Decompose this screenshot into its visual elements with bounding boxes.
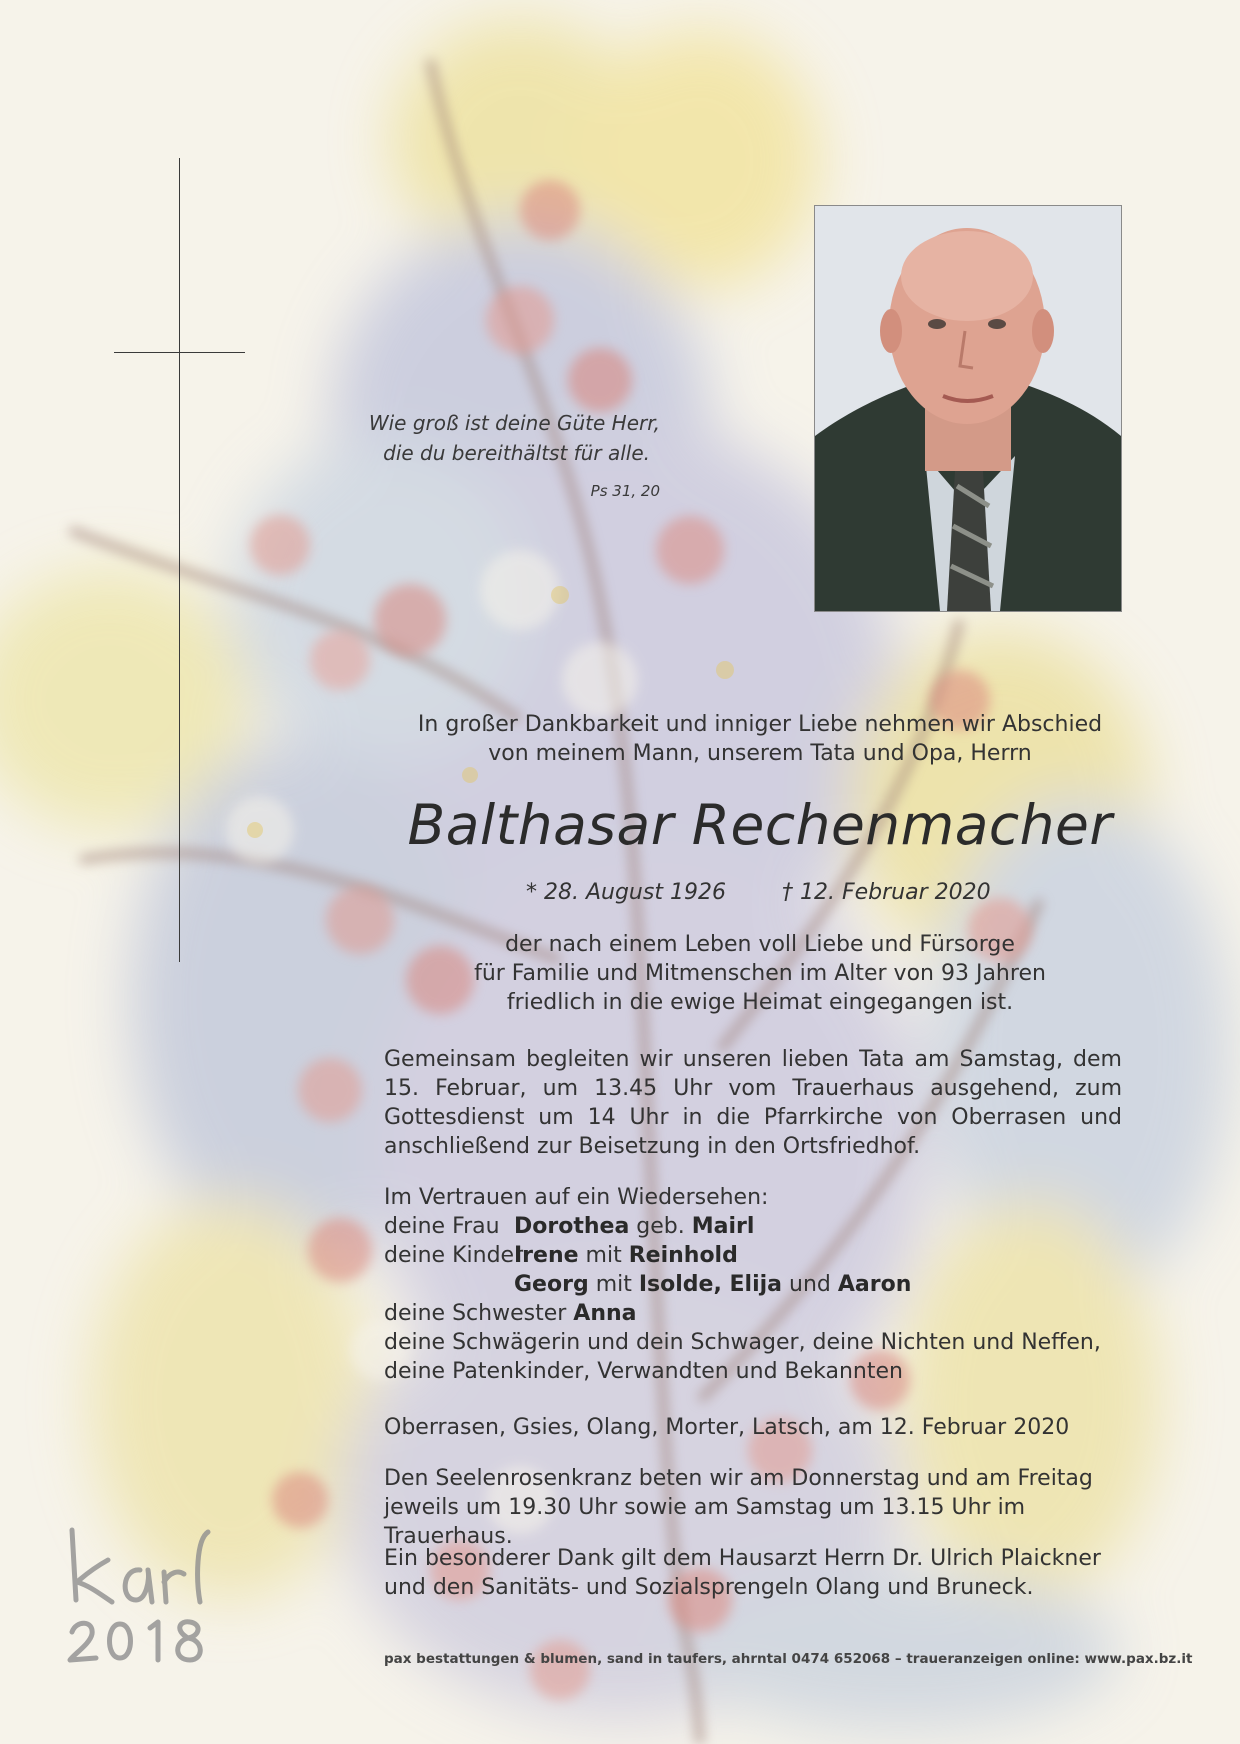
- child-2-and: und: [789, 1272, 831, 1297]
- place-and-date: Oberrasen, Gsies, Olang, Morter, Latsch, am 12. Februar 2020: [384, 1415, 1070, 1440]
- thanks-text: Ein besonderer Dank gilt dem Hausarzt Herrn Dr. Ulrich Plaickner und den Sanitäts- und Sozialsprengeln Olang und Bruneck.: [384, 1546, 1101, 1600]
- life-line-2: für Familie und Mitmenschen im Alter von 93 Jahren: [474, 961, 1046, 986]
- mourners-list: [384, 1183, 1144, 1386]
- mourner-children-1: [384, 1241, 1144, 1270]
- birth-date: * 28. August 1926: [526, 880, 726, 905]
- child-2-with: mit: [595, 1272, 632, 1297]
- child-1-partner: Reinhold: [628, 1243, 738, 1268]
- mourner-children-2: [384, 1270, 1144, 1299]
- mourner-inlaws: deine Schwägerin und dein Schwager, deine Nichten und Neffen,: [384, 1330, 1101, 1355]
- deceased-name: Balthasar Rechenmacher: [407, 793, 1113, 857]
- child-2-family: Isolde, Elija: [638, 1272, 782, 1297]
- quote-reference: Ps 31, 20: [590, 482, 660, 500]
- child-1-name: Irene: [514, 1243, 579, 1268]
- mourner-sister: [384, 1299, 1144, 1328]
- intro-line-2: von meinem Mann, unserem Tata und Opa, Herrn: [488, 741, 1032, 766]
- death-date: † 12. Februar 2020: [782, 880, 991, 905]
- cross-horizontal-line: [114, 352, 245, 353]
- portrait-photo: [814, 205, 1122, 612]
- mourners-heading: Im Vertrauen auf ein Wiedersehen:: [384, 1185, 769, 1210]
- artist-signature: [60, 1520, 230, 1670]
- life-text: [380, 930, 1140, 1017]
- child-1-with: mit: [585, 1243, 622, 1268]
- rosary-text: Den Seelenrosenkranz beten wir am Donnerstag und am Freitag jeweils um 19.30 Uhr sowie am Samstag um 13.15 Uhr im Trauerhaus.: [384, 1466, 1093, 1549]
- intro-text: [380, 710, 1140, 768]
- wife-maiden-name: Mairl: [691, 1214, 755, 1239]
- intro-line-1: In großer Dankbarkeit und inniger Liebe nehmen wir Abschied: [417, 712, 1103, 737]
- child-2-name: Georg: [514, 1272, 589, 1297]
- sister-name: Anna: [573, 1301, 637, 1326]
- cross-vertical-line: [179, 158, 180, 962]
- mourner-godchildren: deine Patenkinder, Verwandten und Bekannten: [384, 1359, 903, 1384]
- quote-line-2: die du bereithältst für alle.: [383, 441, 650, 465]
- children-label: deine Kinder: [384, 1243, 524, 1268]
- sister-label: deine Schwester: [384, 1301, 567, 1326]
- funeral-home-footer: pax bestattungen & blumen, sand in taufers, ahrntal 0474 652068 – traueranzeigen online: www.pax.bz.it: [384, 1651, 1193, 1667]
- funeral-service-text: Gemeinsam begleiten wir unseren lieben Tata am Samstag, dem 15. Februar, um 13.45 Uhr vom Trauerhaus ausgehend, zum Gottesdienst um 14 Uhr in die Pfarrkirche von Oberrasen und anschließend zur Beisetzung in den Ortsfriedhof.: [384, 1047, 1122, 1159]
- psalm-quote: [330, 408, 660, 506]
- life-line-3: friedlich in die ewige Heimat eingegangen ist.: [506, 990, 1014, 1015]
- wife-geb: geb.: [636, 1214, 685, 1239]
- wife-label: deine Frau: [384, 1214, 500, 1239]
- life-line-1: der nach einem Leben voll Liebe und Fürsorge: [505, 932, 1015, 957]
- mourner-wife: [384, 1212, 1144, 1241]
- wife-name: Dorothea: [514, 1214, 630, 1239]
- quote-line-1: Wie groß ist deine Güte Herr,: [368, 411, 660, 435]
- child-2-child: Aaron: [837, 1272, 912, 1297]
